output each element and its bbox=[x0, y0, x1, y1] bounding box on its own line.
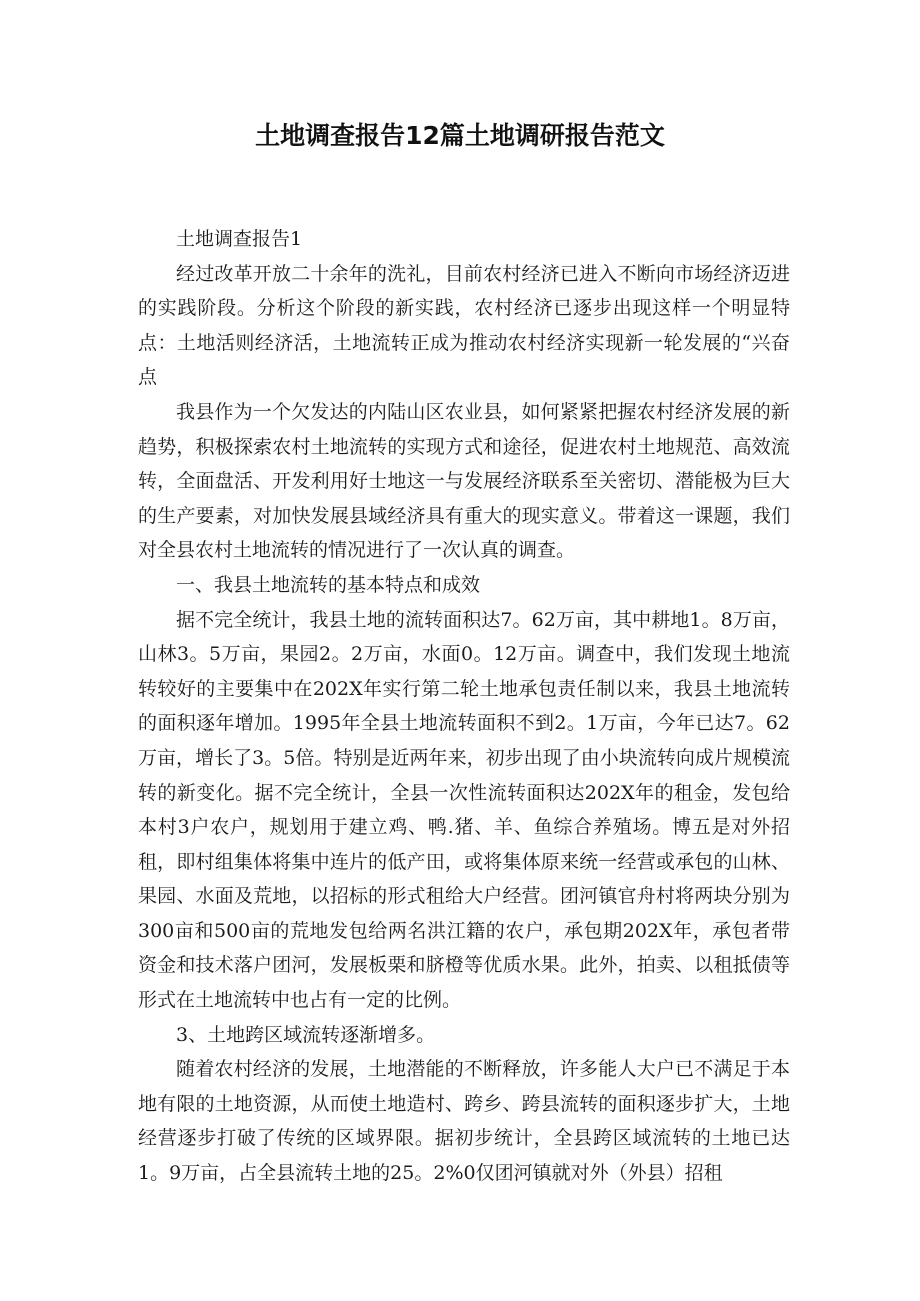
document-body bbox=[138, 222, 790, 1191]
paragraph: 我县作为一个欠发达的内陆山区农业县，如何紧紧把握农村经济发展的新趋势，积极探索农村土地流转的实现方式和途径，促进农村土地规范、高效流转，全面盘活、开发利用好士地这一与发展经济联系至关密切、潜能极为巨大的生产要素，对加快发展县域经济具有重大的现实意义。带着这一课题，我们对全县农村土地流转的情况进行了一次认真的调查。 bbox=[138, 400, 790, 562]
section-heading: 一、我县土地流转的基本特点和成效 bbox=[176, 573, 481, 596]
section-heading: 3、土地跨区域流转逐渐增多。 bbox=[176, 1023, 436, 1046]
paragraph: 据不完全统计，我县土地的流转面积达7。62万亩，其中耕地1。8万亩，山林3。5万亩，果园2。2万亩，水面0。12万亩。调查中，我们发现土地流转较好的主要集中在202X年实行第二轮土地承包责任制以来，我县土地流转的面积逐年增加。1995年全县土地流转面积不到2。1万亩，今年已达7。62万亩，增长了3。5倍。特别是近两年来，初步出现了由小块流转向成片规模流转的新变化。据不完全统计，全县一次性流转面积达202X年的租金，发包给本村3户农户，规划用于建立鸡、鸭.猪、羊、鱼综合养殖场。博五是对外招租，即村组集体将集中连片的低产田，或将集体原来统一经营或承包的山林、果园、水面及荒地，以招标的形式租给大户经营。团河镇官舟村将两块分别为300亩和500亩的荒地发包给两名洪江籍的农户，承包期202X年，承包者带资金和技术落户团河，发展板栗和脐橙等优质水果。此外，拍卖、以租抵债等形式在土地流转中也占有一定的比例。 bbox=[138, 608, 790, 1012]
paragraph: 随着农村经济的发展，土地潜能的不断释放，许多能人大户已不满足于本地有限的土地资源，从而使土地造村、跨乡、跨县流转的面积逐步扩大，土地经营逐步打破了传统的区域界限。据初步统计，全县跨区域流转的土地已达1。9万亩，占全县流转土地的25。2%0仅团河镇就对外（外县）招租 bbox=[138, 1058, 790, 1185]
document-title: 土地调查报告12篇土地调研报告范文 bbox=[255, 121, 665, 150]
paragraph: 经过改革开放二十余年的洗礼，目前农村经济已进入不断向市场经济迈进的实践阶段。分析这个阶段的新实践，农村经济已逐步出现这样一个明显特点：土地活则经济活，土地流转正成为推动农村经济实现新一轮发展的“兴奋点 bbox=[138, 262, 790, 389]
section-heading: 土地调查报告1 bbox=[176, 228, 303, 250]
